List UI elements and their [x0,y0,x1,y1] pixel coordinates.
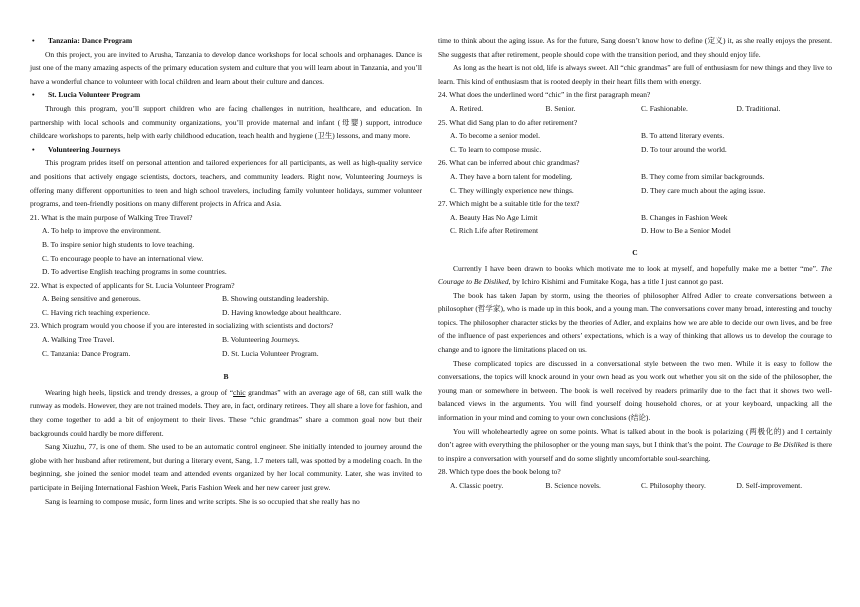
option: B. Science novels. [545,481,601,490]
option: C. To encourage people to have an international view. [42,253,204,263]
option: C. They willingly experience new things. [450,185,574,195]
book-title: The Courage to Be Disliked [438,263,832,287]
option: A. Retired. [450,103,484,113]
bullet-icon: • [32,36,35,45]
question-25-options [438,129,832,156]
option: B. Showing outstanding leadership. [222,294,329,304]
option: C. To learn to compose music. [450,144,542,154]
option: A. To help to improve the environment. [42,226,161,236]
option: B. Senior. [545,103,576,113]
paragraph-c2: The book has taken Japan by storm, using the theories of philosopher Alfred Adler to create conversations between a philosopher (哲学家), who is made up in this book, and a young man. The conversations cover many broad, interesting and touchy topics. The philosopher character sticks by the theories of Adler, and explains how we are able to decide our own lives, and be free of the influence of past experiences and others’ expectations, which is a way of thinking that allows us to develop the courage to change and to ignore the limitations placed on us. [438,290,832,355]
question-28-options [438,479,832,493]
option: C. Rich Life after Retirement [450,226,539,236]
question-27: 27. Which might be a suitable title for the text? [438,199,580,209]
option: A. They have a born talent for modeling. [450,171,573,181]
option: C. Fashionable. [641,103,688,113]
option: C. Tanzania: Dance Program. [42,348,131,358]
option: D. They care much about the aging issue. [641,185,766,195]
paragraph-c4: You will wholeheartedly agree on some points. What is talked about in the book is polarizing (两极化的) and I certainly don’t agree with everything the philosopher or the young man says, but I think that’s the point. The Courage to Be Disliked is there to inspire a conversation with yourself and do some slightly uncomfortable soul-searching. [438,426,832,463]
option: A. Walking Tree Travel. [42,335,115,345]
left-column [30,34,422,508]
question-24-options [438,102,832,116]
option: D. St. Lucia Volunteer Program. [222,348,319,358]
option: D. Having knowledge about healthcare. [222,307,342,317]
question-24: 24. What does the underlined word “chic” in the first paragraph mean? [438,90,651,100]
question-23-options [30,333,422,360]
section-c-heading: C [632,247,638,257]
option: B. To inspire senior high students to love teaching. [42,239,195,249]
option: B. Volunteering Journeys. [222,335,300,345]
question-21-options [30,224,422,278]
paragraph-b1: Wearing high heels, lipstick and trendy dresses, a group of “chic grandmas” with an average age of 68, can still walk the runway as models. However, they are not trained models. They are, in fact, ordinary retirees. They all share a love for fashion, and they come together to add a bit of enjoyment to their lives. These “chic grandmas” share a common goal now but their backgrounds could hardly be more different. [30,387,422,438]
option: D. To advertise English teaching programs in some countries. [42,267,227,277]
question-22: 22. What is expected of applicants for St. Lucia Volunteer Program? [30,280,235,290]
question-26-options [438,170,832,197]
question-26: 26. What can be inferred about chic grandmas? [438,158,580,168]
book-title: The Courage to Be Disliked [724,440,809,450]
paragraph-b2: Sang Xiuzhu, 77, is one of them. She used to be an automatic control engineer. She initially intended to journey around the globe with her husband after retirement, but during a literary event, Sang, 1.7 meters tall, was spotted by a modeling coach. In the beginning, she joined the senior model team and attended events organized by her local community. Later, she was invited to participate in Beijing International Fashion Week, Paris Fashion Week and her new career just grew. [30,442,422,492]
question-22-options [30,292,422,319]
question-23: 23. Which program would you choose if you are interested in socializing with scientists and doctors? [30,321,334,331]
paragraph-st-lucia: Through this program, you’ll support children who are facing challenges in nutrition, healthcare, and education. In partnership with local schools and community organizations, you’ll provide maternal and infant (母婴) support, introduce childcare workshops to parents, help with early childhood education, teach health and hygiene (卫生) lessons, and many more. [30,103,422,141]
option: D. How to Be a Senior Model [641,226,731,236]
heading-tanzania: • Tanzania: Dance Program [30,34,422,48]
paragraph-tanzania: On this project, you are invited to Arusha, Tanzania to develop dance workshops for local schools and orphanages. Dance is just one of the many amazing aspects of the primary education system and culture that you will learn about in Tanzania, and you’ll have a wonderful chance to volunteer with local children and learn about their culture and dances. [30,49,422,86]
option: A. Being sensitive and generous. [42,294,141,304]
option: B. Changes in Fashion Week [641,212,728,222]
option: A. Classic poetry. [450,481,504,490]
option: C. Philosophy theory. [641,481,706,490]
bullet-icon: • [32,144,35,154]
option: B. To attend literary events. [641,131,725,141]
option: C. Having rich teaching experience. [42,307,150,317]
section-b-heading: B [223,372,229,382]
paragraph-c3: These complicated topics are discussed in a conversational style between the two men. While it is easy to follow the conversations, the topics will knock around in your own head as you work out whether you sit on the side of the philosopher, the young man or somewhere in between. The book is well received by readers primarily due to the fact that it shows two well-balanced views in the arguments. You will find yourself doing household chores, or at your keyboard, unpacking all the information in your mind and coming to your own conclusions (结论). [438,358,832,423]
heading-volunteering-journeys: • Volunteering Journeys [30,143,422,157]
option: D. Traditional. [736,103,781,113]
option: A. Beauty Has No Age Limit [450,212,538,222]
paragraph-b4: As long as the heart is not old, life is always sweet. All “chic grandmas” are full of enthusiasm for new things and they live to learn. This kind of enthusiasm that is rooted deeply in their heart fills them with energy. [438,63,832,86]
option: D. To tour around the world. [641,144,727,154]
option: D. Self-improvement. [736,481,803,490]
paragraph-b3-continued: time to think about the aging issue. As for the future, Sang doesn’t know how to define (定义) it, as she really enjoys the present. She suggests that after retirement, people should cope with the transition period, and they should enjoy life. [438,36,832,59]
question-21: 21. What is the main purpose of Walking Tree Travel? [30,212,193,222]
heading-st-lucia: • St. Lucia Volunteer Program [30,88,422,102]
question-25: 25. What did Sang plan to do after retirement? [438,117,578,127]
option: B. They come from similar backgrounds. [641,171,765,181]
question-27-options [438,211,832,238]
option: A. To become a senior model. [450,131,540,141]
right-column [438,34,832,493]
question-28: 28. Which type does the book belong to? [438,467,561,477]
paragraph-volunteering-journeys: This program prides itself on personal attention and tailored experiences for all participants, as well as high-quality service and positions that actively engage scientists, doctors, teachers, and community leaders. Right now, Volunteering Journeys is offering many different opportunities to teen and high school travelers, including family volunteer holidays, summer volunteer programs, and teen-friendly positions on many different projects in Africa and Asia. [30,158,422,209]
paragraph-c1: Currently I have been drawn to books which motivate me to look at myself, and hopefully make me a better “me”. The Courage to Be Disliked, by Ichiro Kishimi and Fumitake Koga, has a title I just cannot go past. [438,263,832,287]
paragraph-b3: Sang is learning to compose music, form lines and write scripts. She is so occupied that she really has no [45,496,360,506]
underlined-word: chic [233,387,246,397]
bullet-icon: • [32,90,35,100]
